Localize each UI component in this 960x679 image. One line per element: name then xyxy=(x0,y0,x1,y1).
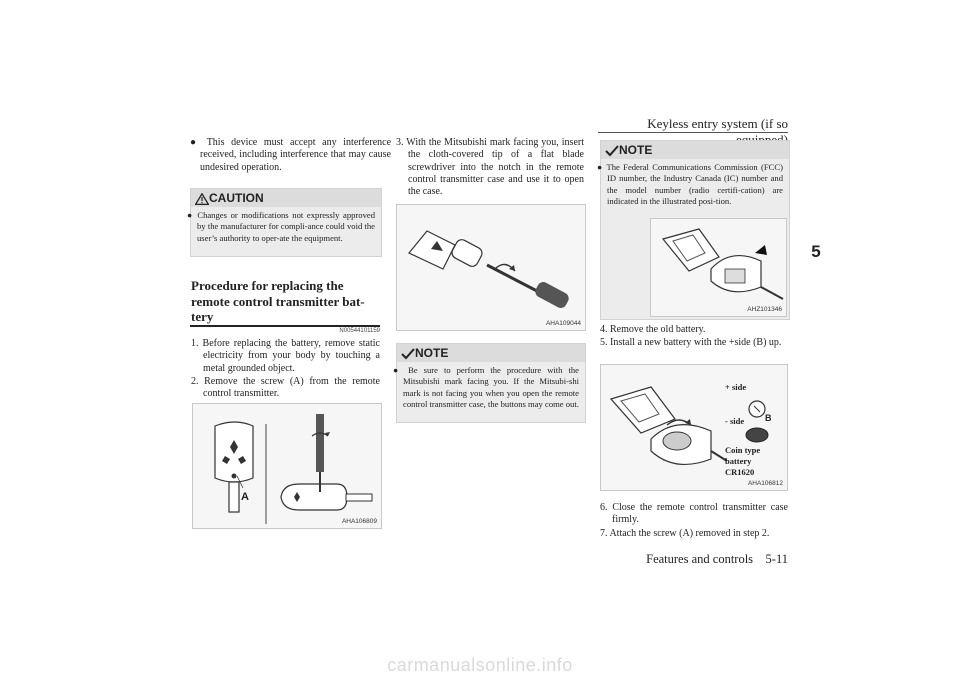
figure-fcc-id-position xyxy=(650,218,787,317)
note-header xyxy=(397,344,585,362)
step-number: 3. xyxy=(396,137,404,148)
figure-install-battery xyxy=(600,364,788,491)
bullet-icon: ● xyxy=(187,210,198,220)
page-footer xyxy=(598,552,788,567)
battery-illustration xyxy=(601,365,787,490)
plus-side-label: + side xyxy=(725,382,747,392)
fcc-label-illustration xyxy=(651,219,786,316)
intro-bullet xyxy=(188,137,391,174)
note-text: The Federal Communications Commission (FCC) ID number, the Industry Canada (IC) number and the model number (radio certifi-cation) are indicated in the illustrated posi-tion. xyxy=(606,162,783,206)
step-item xyxy=(600,337,788,349)
bullet-icon: ● xyxy=(190,137,207,148)
figure-id: AHZ101346 xyxy=(747,306,782,313)
step-number: 7. xyxy=(600,527,608,539)
step-text: Remove the screw (A) from the remote control transmitter. xyxy=(203,375,380,400)
note-body xyxy=(393,362,585,414)
warning-triangle-icon xyxy=(195,193,209,205)
figure-id: AHA106812 xyxy=(747,480,783,487)
caution-box xyxy=(187,188,382,257)
note-header xyxy=(601,141,789,159)
step-number: 6. xyxy=(600,502,608,513)
minus-side-label: - side xyxy=(725,416,745,426)
caution-text: Changes or modifications not expressly approved by the manufacturer for compli-ance could void the user’s authority to oper-ate the equipment. xyxy=(197,210,375,243)
bullet-icon: ● xyxy=(597,162,607,172)
step-number: 5. xyxy=(600,337,608,349)
page-header-title: Keyless entry system (if so xyxy=(647,116,788,131)
figure-id: AHA109044 xyxy=(545,320,581,327)
step-item xyxy=(600,502,788,527)
screwdriver-illustration xyxy=(397,205,585,330)
section-rule xyxy=(190,325,380,327)
caution-label: CAUTION xyxy=(209,191,264,205)
bullet-icon: ● xyxy=(393,365,409,375)
label-a: A xyxy=(241,491,249,503)
step-text: Install a new battery with the +side (B) up. xyxy=(610,337,782,349)
chapter-number-tab: 5 xyxy=(800,232,832,272)
step-text: With the Mitsubishi mark facing you, insert the cloth-covered tip of a flat blade screwdriver into the notch in the remote control transmitter case and use it to open the case. xyxy=(406,137,584,198)
step-text: Close the remote control transmitter case firmly. xyxy=(612,502,788,526)
note-box-1 xyxy=(393,343,586,423)
step-number: 2. xyxy=(191,375,199,387)
note-label: NOTE xyxy=(619,143,653,157)
battery-type-line-1: Coin type xyxy=(725,445,761,455)
steps-4-5 xyxy=(600,324,788,351)
figure-open-case xyxy=(396,204,586,331)
reference-code: N00544101159 xyxy=(339,328,380,334)
battery-type-line-2: battery xyxy=(725,456,752,466)
footer-section: Features and controls xyxy=(646,552,754,566)
step-item xyxy=(600,324,788,336)
watermark: carmanualsonline.info xyxy=(387,655,573,675)
step-text: Before replacing the battery, remove static electricity from your body by touching a metal grounded object. xyxy=(202,338,380,374)
step-item xyxy=(600,528,788,540)
section-title: Procedure for replacing the remote control transmitter bat-tery xyxy=(191,278,365,324)
step-3 xyxy=(396,137,584,199)
figure-remove-screw xyxy=(192,403,382,529)
steps-6-7 xyxy=(600,502,788,541)
label-b: B xyxy=(765,413,772,423)
step-text: Remove the old battery. xyxy=(610,324,706,335)
step-text: Attach the screw (A) removed in step 2. xyxy=(609,527,770,539)
remote-screw-illustration xyxy=(193,404,381,528)
caution-header xyxy=(191,189,381,207)
footer-page-number: 5-11 xyxy=(765,552,788,566)
step-item xyxy=(396,137,584,198)
note-text: Be sure to perform the procedure with the Mitsubishi mark facing you. If the Mitsubi-shi mark is not facing you when you open the remote control transmitter case, the buttons may come out. xyxy=(403,365,579,409)
check-mark-icon xyxy=(401,348,415,360)
figure-id: AHA106809 xyxy=(341,518,377,525)
caution-body xyxy=(187,207,381,248)
note-body xyxy=(597,159,789,211)
step-item xyxy=(191,338,380,375)
note-label: NOTE xyxy=(415,346,449,360)
header-rule xyxy=(598,132,788,133)
step-number: 4. xyxy=(600,324,608,335)
step-number: 1. xyxy=(191,338,199,349)
intro-bullet-text: This device must accept any interference received, including interference that may cause undesired operation. xyxy=(200,137,392,173)
step-item xyxy=(191,376,380,401)
battery-type-line-3: CR1620 xyxy=(725,467,755,477)
steps-1-2 xyxy=(191,338,380,401)
check-mark-icon xyxy=(605,145,619,157)
